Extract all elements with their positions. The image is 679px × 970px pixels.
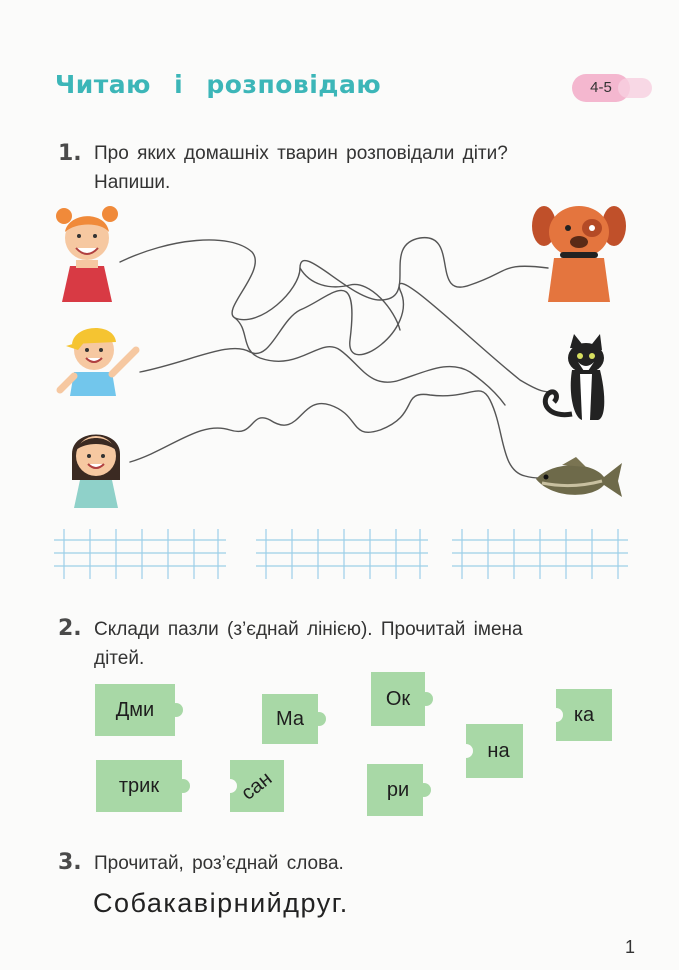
dog-illustration	[530, 202, 628, 304]
task1-text-line2: Напиши.	[94, 172, 171, 193]
task1-text-line1: Про яких домашніх тварин розповідали діти?	[94, 143, 508, 164]
page-number: 1	[624, 937, 635, 957]
task3-number: 3.	[58, 850, 82, 875]
page-title: Читаю і розповідаю	[55, 70, 382, 99]
puzzle-label: ри	[386, 778, 410, 801]
puzzle-piece[interactable]	[230, 760, 284, 812]
girl-with-pigtails-illustration	[56, 202, 118, 306]
puzzle-label: Ок	[385, 687, 411, 710]
puzzle-label: ка	[573, 703, 595, 726]
task2-text-line2: дітей.	[94, 648, 145, 669]
puzzle-piece[interactable]	[262, 694, 318, 744]
task1-number: 1.	[58, 141, 82, 166]
writing-grid-1[interactable]	[54, 529, 226, 579]
puzzle-piece[interactable]	[556, 689, 612, 741]
boy-in-cap-illustration	[56, 320, 140, 396]
girl-in-dress-illustration	[66, 424, 126, 508]
puzzle-piece[interactable]	[95, 684, 175, 736]
task3-sentence: Собакавірнийдруг.	[93, 888, 349, 918]
task3-text: Прочитай, роз’єднай слова.	[94, 853, 344, 874]
puzzle-label: сан	[237, 767, 277, 805]
puzzle-piece[interactable]	[367, 764, 423, 816]
fish-illustration	[532, 455, 624, 503]
puzzle-label: Дми	[115, 698, 155, 721]
puzzle-label: Ма	[275, 707, 304, 730]
writing-grid-3[interactable]	[452, 529, 628, 579]
task2-number: 2.	[58, 616, 82, 641]
cat-illustration	[540, 334, 626, 424]
writing-grid-2[interactable]	[256, 529, 428, 579]
puzzle-label: трик	[118, 774, 160, 797]
puzzle-piece[interactable]	[96, 760, 182, 812]
puzzle-piece[interactable]	[371, 672, 425, 726]
task2-text-line1: Склади пазли (з’єднай лінією). Прочитай імена	[94, 619, 523, 640]
age-badge-label: 4-5	[590, 79, 612, 96]
puzzle-piece[interactable]	[466, 724, 523, 778]
puzzle-label: на	[487, 739, 510, 762]
